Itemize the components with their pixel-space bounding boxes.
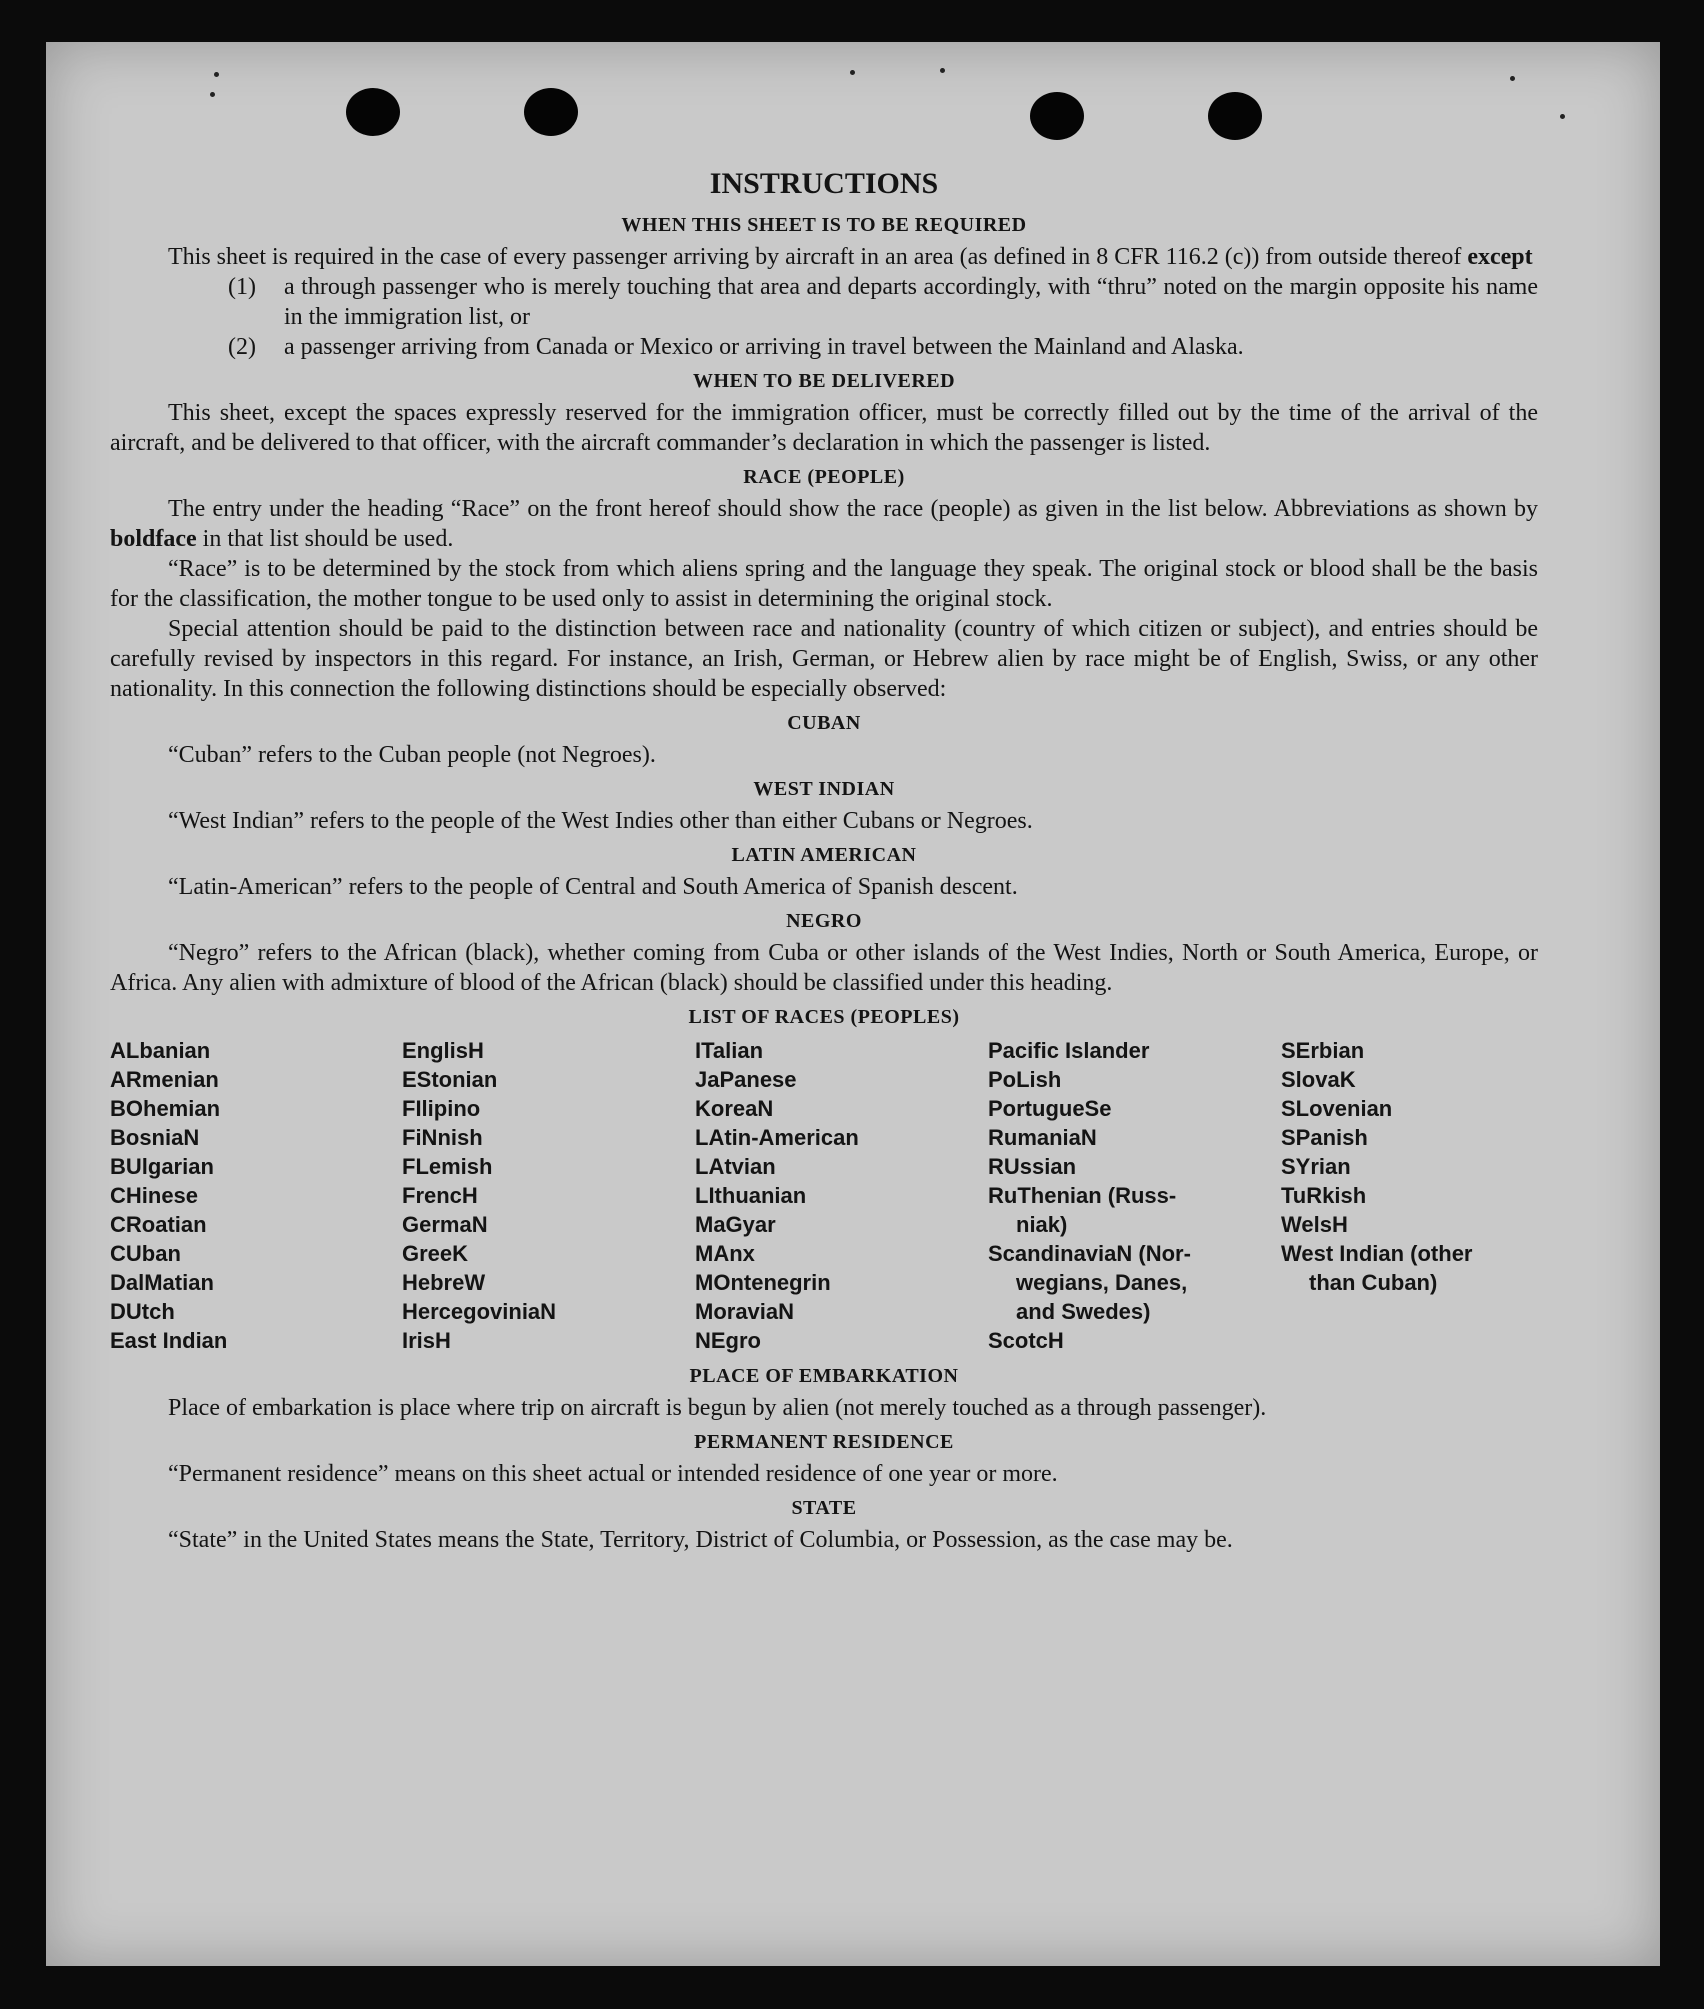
race-entry: ScotcH: [988, 1328, 1064, 1353]
race-entry: CHinese: [110, 1183, 199, 1208]
race-entry: TuRkish: [1281, 1183, 1367, 1208]
heading-negro: NEGRO: [786, 910, 862, 932]
race-entry: ARmenian: [110, 1067, 219, 1092]
race-entry-continued: than Cuban): [1309, 1270, 1438, 1295]
heading-state: STATE: [791, 1497, 857, 1519]
race-entry: EnglisH: [402, 1038, 484, 1063]
state-text: “State” in the United States means the State, Territory, District of Columbia, or Possession, as the case may be.: [168, 1527, 1233, 1553]
race-entry: DalMatian: [110, 1270, 214, 1295]
required-item-number: (2): [228, 334, 256, 360]
speck: [850, 70, 855, 75]
races-column: [402, 1036, 695, 1355]
races-column: [695, 1036, 988, 1355]
race-p1-text-end: in that list should be used.: [196, 526, 454, 552]
race-entry: NEgro: [695, 1328, 761, 1353]
heading-required: WHEN THIS SHEET IS TO BE REQUIRED: [621, 214, 1027, 236]
required-item: [228, 332, 1538, 362]
race-entry: GreeK: [402, 1241, 469, 1266]
required-intro-except: except: [1467, 244, 1533, 270]
race-entry: HebreW: [402, 1270, 486, 1295]
race-p1-boldface: boldface: [110, 526, 197, 552]
race-entry: EStonian: [402, 1067, 498, 1092]
race-entry: HercegoviniaN: [402, 1299, 557, 1324]
required-item-number: (1): [228, 274, 256, 300]
permanent-residence-text: “Permanent residence” means on this sheet actual or intended residence of one year or more.: [168, 1461, 1058, 1487]
race-paragraph-2: “Race” is to be determined by the stock from which aliens spring and the language they speak. The original stock or blood shall be the basis for the classification, the mother tongue to be used only to assist in determining the original stock.: [110, 556, 1538, 612]
race-entry: BUlgarian: [110, 1154, 214, 1179]
race-entry: LAtvian: [695, 1154, 776, 1179]
race-entry: PoLish: [988, 1067, 1062, 1092]
heading-latin-american: LATIN AMERICAN: [731, 844, 917, 866]
punch-hole: [524, 88, 578, 136]
heading-west-indian: WEST INDIAN: [753, 778, 895, 800]
race-entry: BosniaN: [110, 1125, 200, 1150]
race-entry: WelsH: [1281, 1212, 1348, 1237]
heading-permanent-residence: PERMANENT RESIDENCE: [694, 1431, 954, 1453]
heading-delivered: WHEN TO BE DELIVERED: [692, 370, 956, 392]
required-item-text: a passenger arriving from Canada or Mexico or arriving in travel between the Mainland and Alaska.: [284, 334, 1244, 360]
race-entry: LAtin-American: [695, 1125, 859, 1150]
heading-list-of-races: LIST OF RACES (PEOPLES): [688, 1006, 960, 1028]
required-item-text: a through passenger who is merely touching that area and departs accordingly, with “thru” noted on the margin opposite his name in the immigration list, or: [284, 274, 1538, 330]
speck: [214, 72, 219, 77]
instructions-content: [110, 162, 1538, 1555]
west-indian-text: “West Indian” refers to the people of the West Indies other than either Cubans or Negroes.: [168, 808, 1033, 834]
delivered-text: This sheet, except the spaces expressly reserved for the immigration officer, must be correctly filled out by the time of the arrival of the aircraft, and be delivered to that officer, with the aircraft commander’s declaration in which the passenger is listed.: [110, 400, 1538, 456]
race-entry: East Indian: [110, 1328, 228, 1353]
required-intro: [110, 242, 1538, 272]
race-entry: RuThenian (Russ-: [988, 1183, 1177, 1208]
race-entry: Pacific Islander: [988, 1038, 1150, 1063]
race-entry: DUtch: [110, 1299, 175, 1324]
heading-race: RACE (PEOPLE): [743, 466, 905, 488]
race-entry: IrisH: [402, 1328, 451, 1353]
negro-text: “Negro” refers to the African (black), whether coming from Cuba or other islands of the West Indies, North or South America, Europe, or Africa. Any alien with admixture of blood of the African (black) should be classified under this heading.: [110, 940, 1538, 996]
race-entry: KoreaN: [695, 1096, 774, 1121]
race-entry: FrencH: [402, 1183, 478, 1208]
race-entry: MoraviaN: [695, 1299, 795, 1324]
required-intro-text: This sheet is required in the case of every passenger arriving by aircraft in an area (as defined in 8 CFR 116.2 (c)) from outside thereof: [168, 244, 1468, 270]
speck: [1560, 114, 1565, 119]
latin-american-text: “Latin-American” refers to the people of Central and South America of Spanish descent.: [168, 874, 1018, 900]
race-entry: MOntenegrin: [695, 1270, 831, 1295]
race-entry: RumaniaN: [988, 1125, 1097, 1150]
race-entry: FiNnish: [402, 1125, 483, 1150]
race-entry: JaPanese: [695, 1067, 797, 1092]
race-paragraph-3: Special attention should be paid to the distinction between race and nationality (country of which citizen or subject), and entries should be carefully revised by inspectors in this regard. For instance, an Irish, German, or Hebrew alien by race might be of English, Swiss, or any other nationality. In this connection the following distinctions should be especially observed:: [110, 616, 1538, 702]
race-entry: SLovenian: [1281, 1096, 1393, 1121]
document-sheet: [46, 42, 1660, 1966]
race-entry-continued: niak): [1016, 1212, 1068, 1237]
race-entry-continued: wegians, Danes,: [1016, 1270, 1188, 1295]
race-p1-text: The entry under the heading “Race” on the front hereof should show the race (people) as given in the list below. Abbreviations as shown by: [168, 496, 1538, 522]
speck: [210, 92, 215, 97]
race-entry: ALbanian: [110, 1038, 211, 1063]
race-entry: PortugueSe: [988, 1096, 1112, 1121]
race-entry: FIlipino: [402, 1096, 481, 1121]
race-entry: CRoatian: [110, 1212, 207, 1237]
speck: [1510, 76, 1515, 81]
races-list: [110, 1036, 1538, 1355]
heading-cuban: CUBAN: [787, 712, 861, 734]
race-entry: SErbian: [1281, 1038, 1365, 1063]
race-entry: SPanish: [1281, 1125, 1368, 1150]
race-entry: West Indian (other: [1281, 1241, 1473, 1266]
race-entry: MAnx: [695, 1241, 755, 1266]
speck: [940, 68, 945, 73]
races-column: [1281, 1036, 1538, 1355]
race-entry: MaGyar: [695, 1212, 776, 1237]
race-entry: RUssian: [988, 1154, 1077, 1179]
race-paragraph-1: [110, 494, 1538, 554]
races-column: [110, 1036, 402, 1355]
race-entry: LIthuanian: [695, 1183, 807, 1208]
race-entry: FLemish: [402, 1154, 493, 1179]
punch-hole: [1030, 92, 1084, 140]
race-entry: ITalian: [695, 1038, 764, 1063]
embarkation-text: Place of embarkation is place where trip on aircraft is begun by alien (not merely touched as a through passenger).: [168, 1395, 1267, 1421]
race-entry: GermaN: [402, 1212, 488, 1237]
heading-embarkation: PLACE OF EMBARKATION: [689, 1365, 959, 1387]
race-entry: CUban: [110, 1241, 181, 1266]
page-title: INSTRUCTIONS: [709, 167, 939, 200]
required-item: [228, 272, 1538, 332]
race-entry: SYrian: [1281, 1154, 1351, 1179]
punch-hole: [346, 88, 400, 136]
races-column: [988, 1036, 1281, 1355]
cuban-text: “Cuban” refers to the Cuban people (not Negroes).: [168, 742, 656, 768]
race-entry: SlovaK: [1281, 1067, 1356, 1092]
race-entry: BOhemian: [110, 1096, 221, 1121]
race-entry-continued: and Swedes): [1016, 1299, 1151, 1324]
race-entry: ScandinaviaN (Nor-: [988, 1241, 1191, 1266]
punch-hole: [1208, 92, 1262, 140]
